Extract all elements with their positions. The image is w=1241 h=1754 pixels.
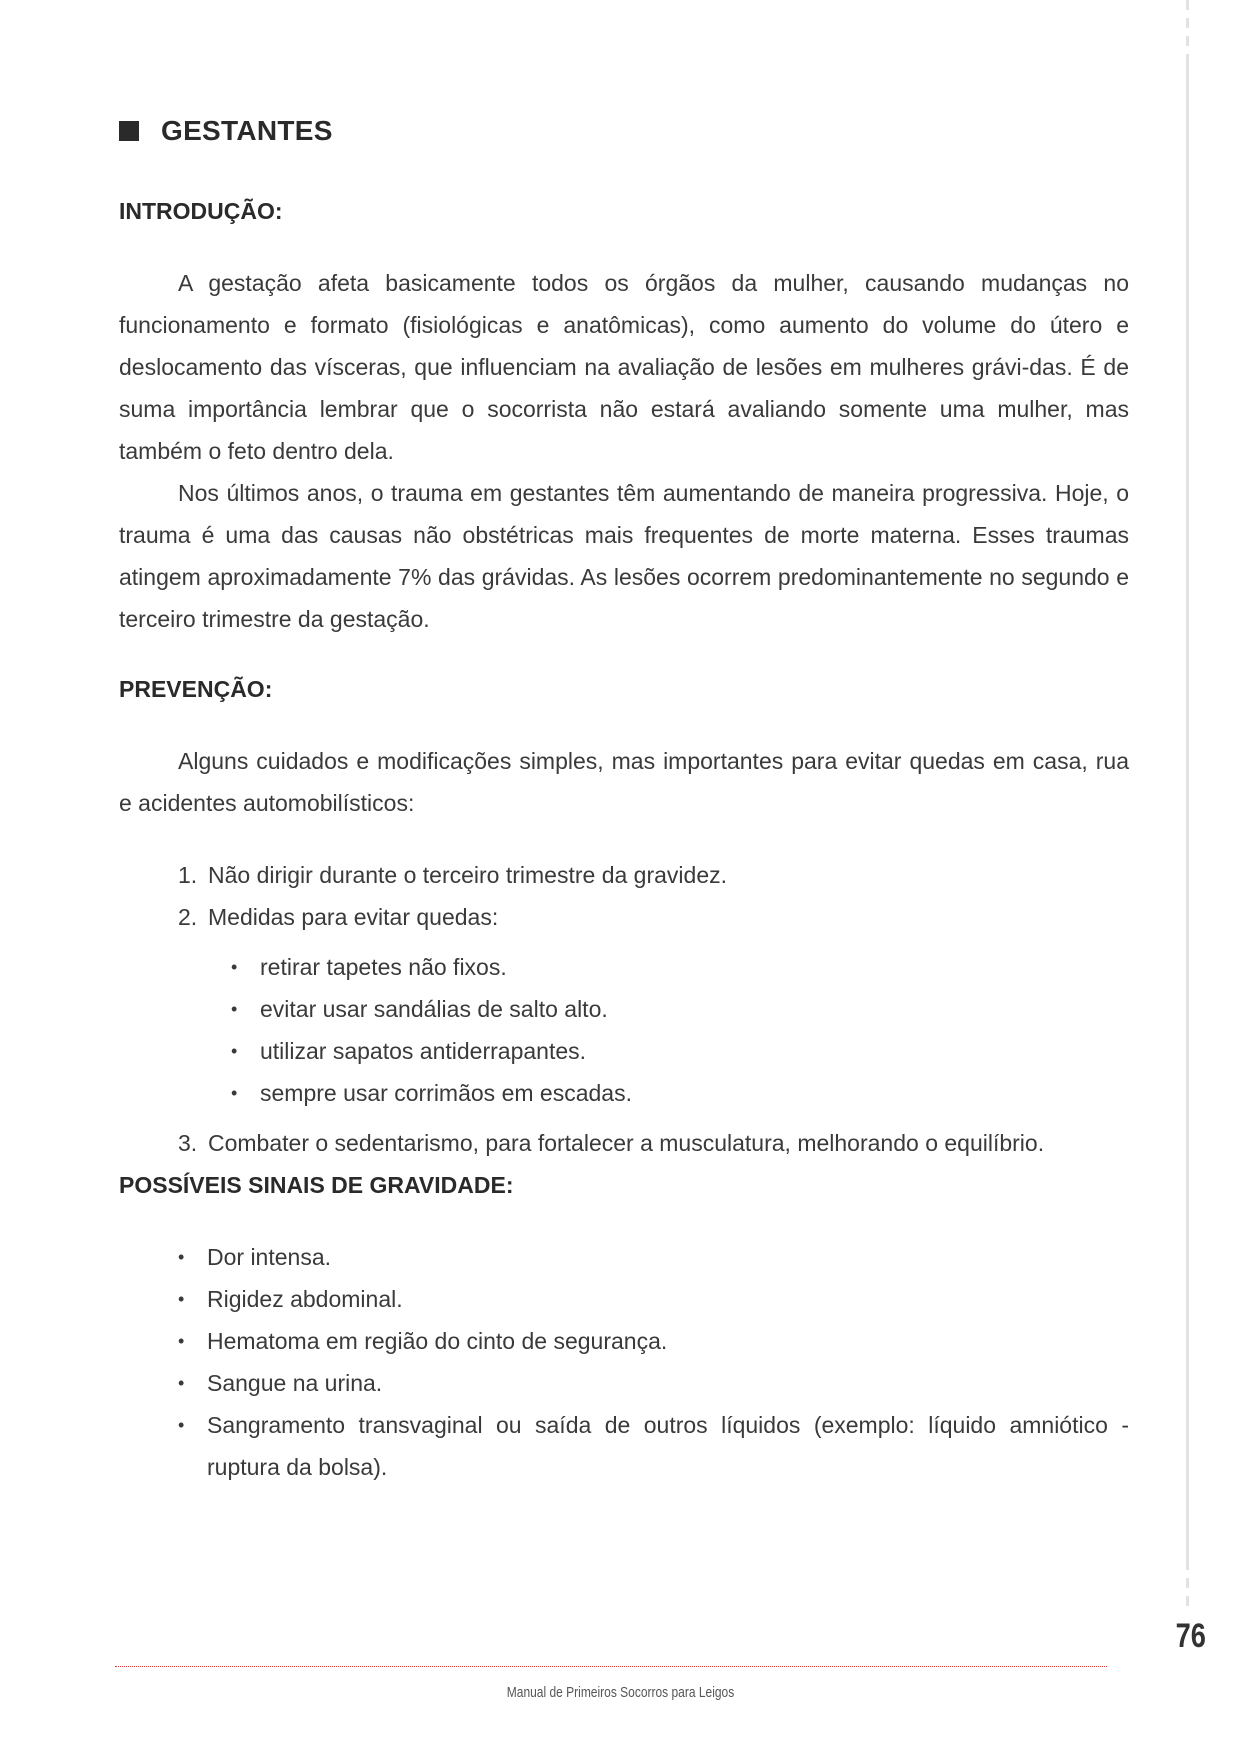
list-number: 3. <box>178 1130 198 1156</box>
footer-book-title: Manual de Primeiros Socorros para Leigos <box>506 1684 735 1701</box>
sub-list-item <box>231 1030 1129 1072</box>
sinais-item-text: Rigidez abdominal. <box>207 1286 403 1312</box>
bullet-icon: • <box>178 1247 185 1267</box>
bullet-icon: • <box>231 1083 238 1103</box>
bullet-icon: • <box>231 999 238 1019</box>
list-number: 2. <box>178 904 198 930</box>
section-title-text: GESTANTES <box>161 115 333 146</box>
sinais-item <box>178 1278 1129 1320</box>
sinais-item <box>178 1362 1129 1404</box>
sinais-list <box>119 1236 1129 1488</box>
page-content <box>119 110 1129 1488</box>
page-number: 76 <box>1175 1617 1206 1655</box>
prevencao-item <box>178 1122 1129 1164</box>
sinais-item-text: Hematoma em região do cinto de segurança. <box>207 1328 668 1354</box>
sub-list-item-text: sempre usar corrimãos em escadas. <box>260 1080 632 1106</box>
prevencao-item <box>178 854 1129 896</box>
bullet-icon: • <box>231 957 238 977</box>
section-title <box>119 110 1129 152</box>
prevencao-intro: Alguns cuidados e modificações simples, mas importantes para evitar quedas em casa, rua e acidentes automobilísticos: <box>119 748 1129 816</box>
sub-list-item <box>231 946 1129 988</box>
introducao-heading: INTRODUÇÃO: <box>119 198 283 224</box>
page-edge-rule <box>1186 0 1189 1610</box>
footer-rule <box>115 1666 1107 1667</box>
bullet-icon: • <box>178 1373 185 1393</box>
sinais-item-text: Sangramento transvaginal ou saída de outros líquidos (exemplo: líquido amniótico - ruptura da bolsa). <box>207 1412 1129 1480</box>
sinais-item-text: Sangue na urina. <box>207 1370 383 1396</box>
sinais-heading: POSSÍVEIS SINAIS DE GRAVIDADE: <box>119 1172 514 1198</box>
introducao-paragraph-2: Nos últimos anos, o trauma em gestantes têm aumentando de maneira progressiva. Hoje, o trauma é uma das causas não obstétricas mais frequentes de morte materna. Esses traumas atingem aproximadamente 7% das grávidas. As lesões ocorrem predominantemente no segundo e terceiro trimestre da gestação. <box>119 480 1129 632</box>
introducao-paragraph-1: A gestação afeta basicamente todos os órgãos da mulher, causando mudanças no funcionamento e formato (fisiológicas e anatômicas), como aumento do volume do útero e deslocamento das vísceras, que influenciam na avaliação de lesões em mulheres grávi-das. É de suma importância lembrar que o socorrista não estará avaliando somente uma mulher, mas também o feto dentro dela. <box>119 270 1129 464</box>
sub-list-item-text: retirar tapetes não fixos. <box>260 954 507 980</box>
sub-list-item <box>231 988 1129 1030</box>
bullet-icon: • <box>231 1041 238 1061</box>
bullet-icon: • <box>178 1289 185 1309</box>
prevencao-item <box>178 896 1129 938</box>
prevencao-heading: PREVENÇÃO: <box>119 676 273 702</box>
sinais-item <box>178 1236 1129 1278</box>
list-number: 1. <box>178 862 198 888</box>
sub-list-item <box>231 1072 1129 1114</box>
square-bullet-icon <box>119 121 139 141</box>
prevencao-list-continued <box>119 1122 1129 1164</box>
page-edge-dashes-top <box>1186 0 1189 60</box>
list-item-text: Medidas para evitar quedas: <box>208 904 499 930</box>
quedas-sublist <box>119 946 1129 1114</box>
sub-list-item-text: evitar usar sandálias de salto alto. <box>260 996 608 1022</box>
page-edge-dashes-bottom <box>1186 1560 1189 1610</box>
bullet-icon: • <box>178 1331 185 1351</box>
sinais-item-text: Dor intensa. <box>207 1244 332 1270</box>
list-item-text: Combater o sedentarismo, para fortalecer a musculatura, melhorando o equilíbrio. <box>208 1130 1045 1156</box>
sinais-item <box>178 1404 1129 1488</box>
sinais-item <box>178 1320 1129 1362</box>
bullet-icon: • <box>178 1415 185 1435</box>
list-item-text: Não dirigir durante o terceiro trimestre da gravidez. <box>208 862 728 888</box>
sub-list-item-text: utilizar sapatos antiderrapantes. <box>260 1038 587 1064</box>
prevencao-list <box>119 854 1129 938</box>
